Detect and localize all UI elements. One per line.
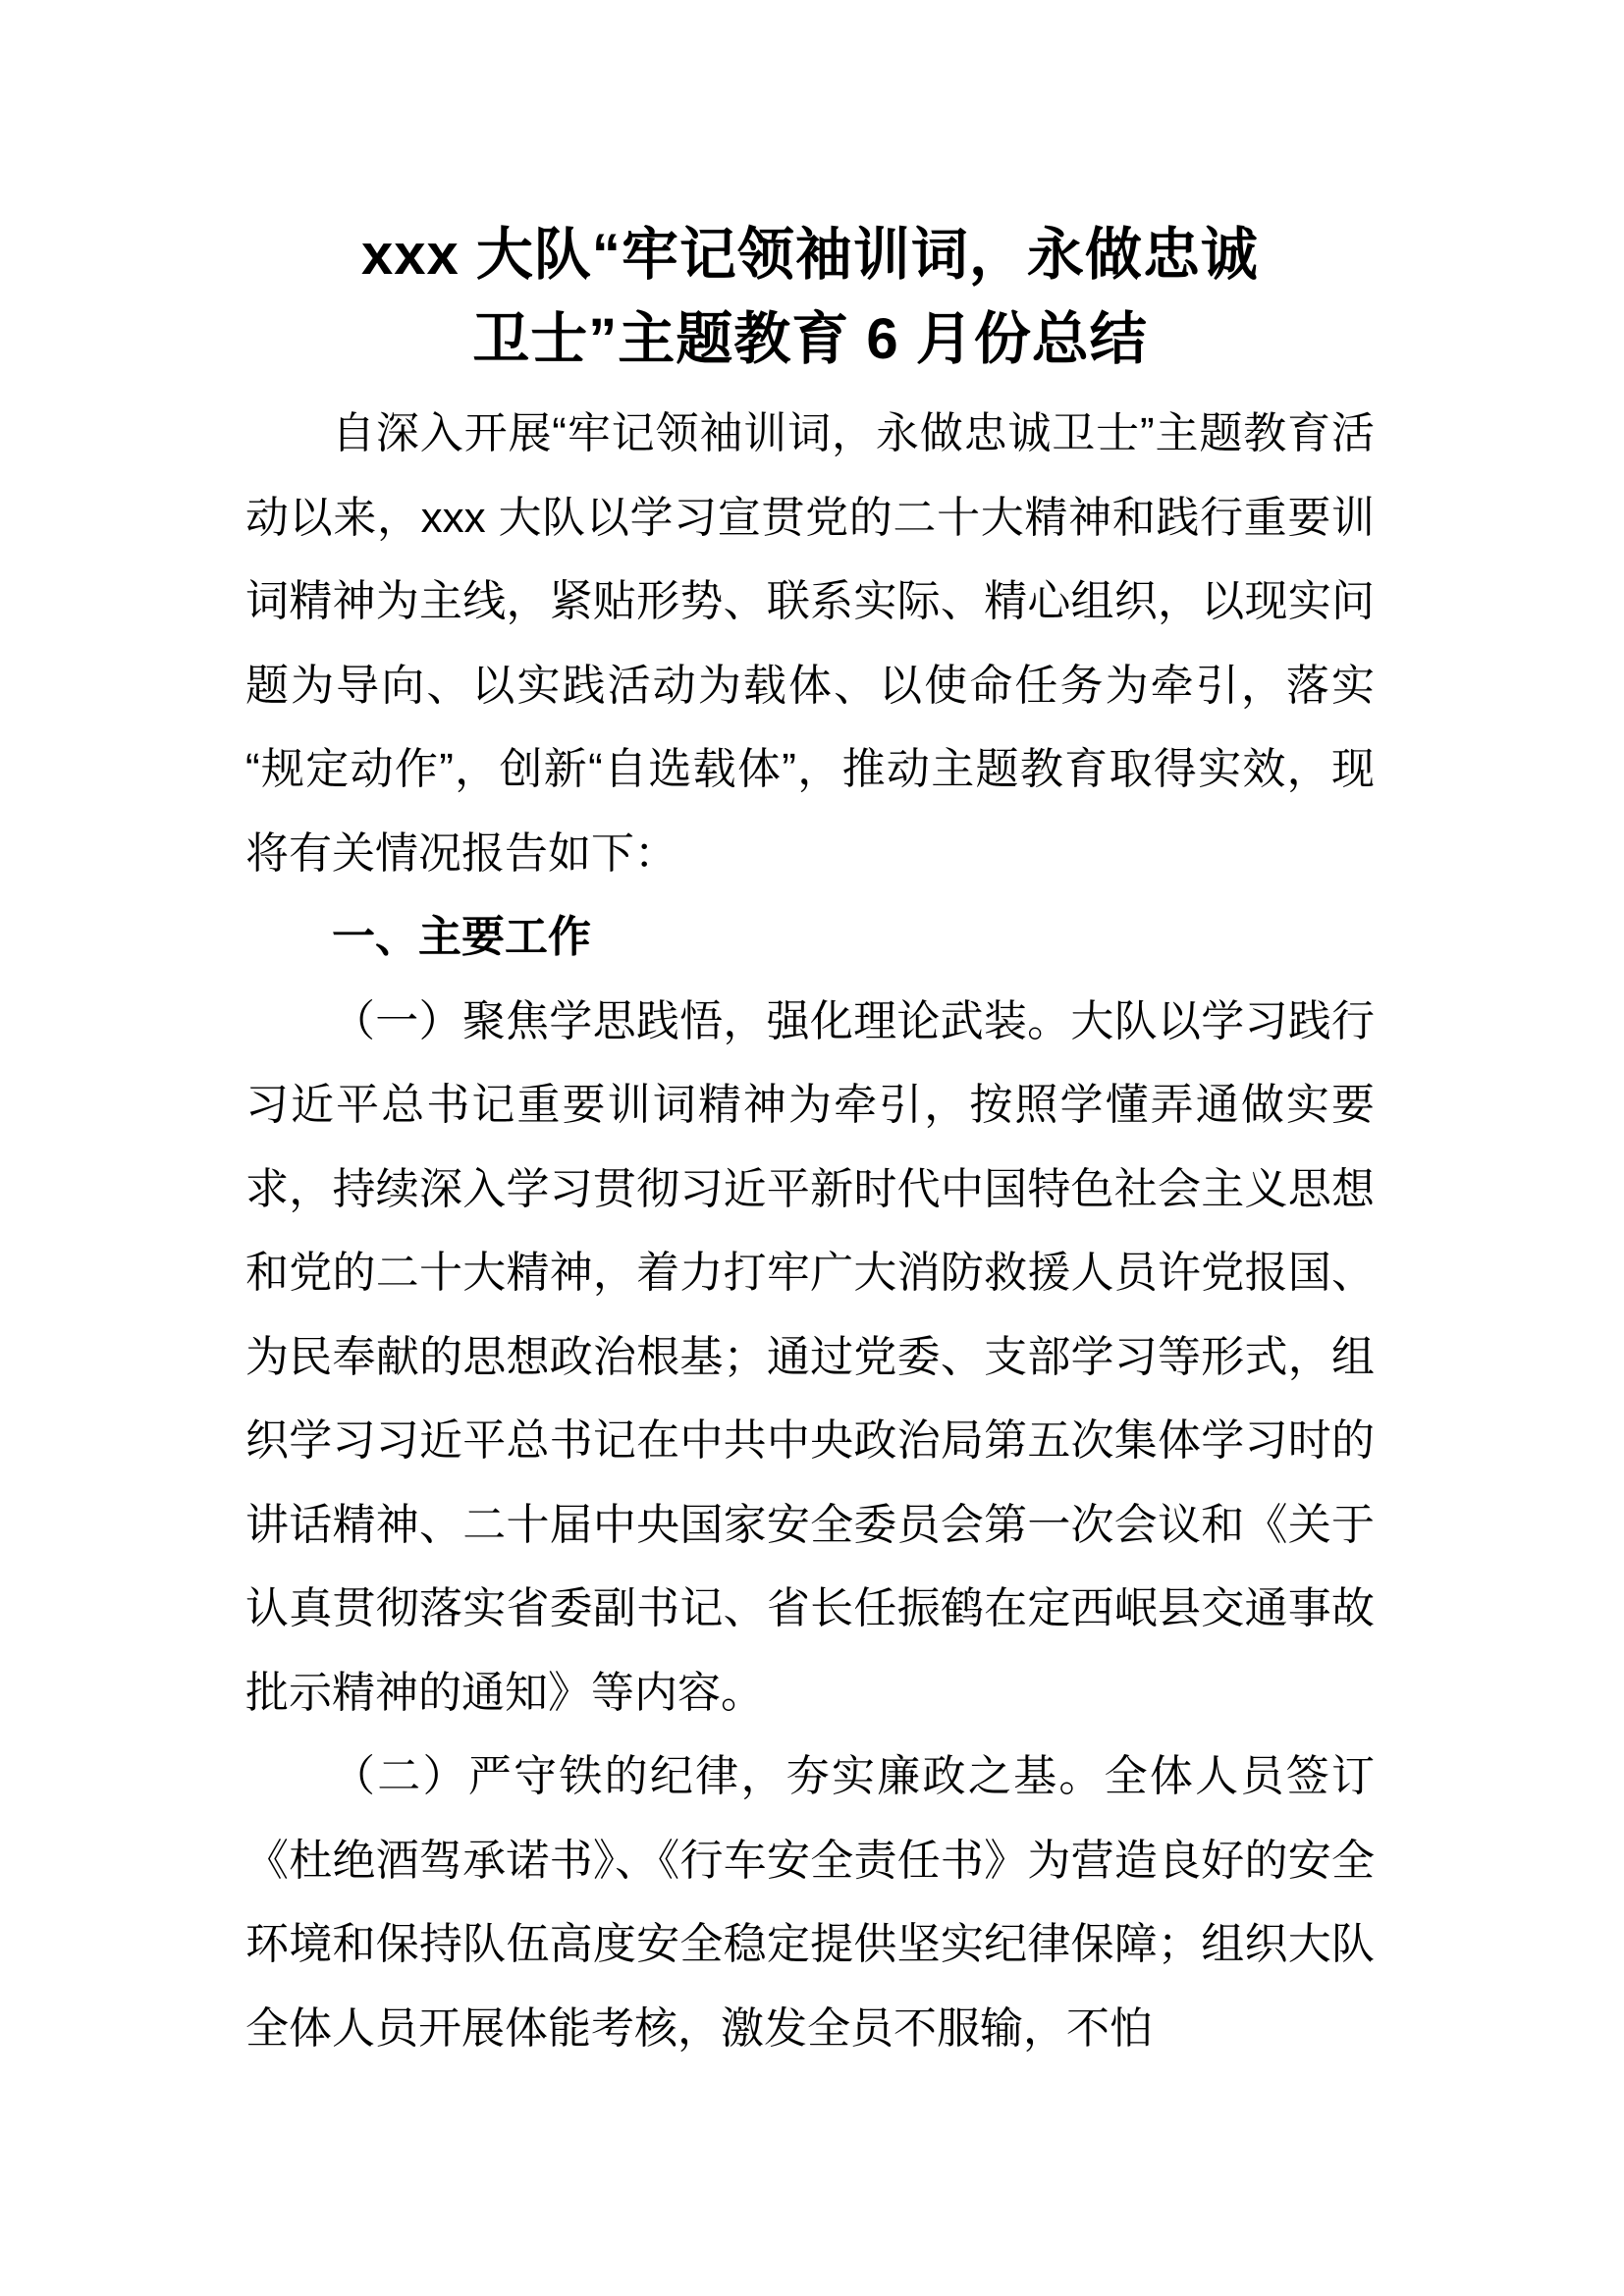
- section-heading-main-work: 一、主要工作: [332, 913, 591, 961]
- document-title-line-1: xxx 大队“牢记领袖训词，永做忠诚: [361, 223, 1259, 287]
- paragraph-section-1-theory-study: （一）聚焦学思践悟，强化理论武装。大队以学习践行习近平总书记重要训词精神为牵引，按照学懂弄通做实要求，持续深入学习贯彻习近平新时代中国特色社会主义思想和党的二十大精神，着力打牢广大消防救援人员许党报国、为民奉献的思想政治根基；通过党委、支部学习等形式，组织学习习近平总书记在中共中央政治局第五次集体学习时的讲话精神、二十届中央国家安全委员会第一次会议和《关于认真贯彻落实省委副书记、省长任振鹤在定西岷县交通事故批示精神的通知》等内容。: [245, 996, 1375, 1717]
- paragraph-section-2-discipline: （二）严守铁的纪律，夯实廉政之基。全体人员签订《杜绝酒驾承诺书》、《行车安全责任书》为营造良好的安全环境和保持队伍高度安全稳定提供坚实纪律保障；组织大队全体人员开展体能考核，激发全员不服输，不怕: [245, 1752, 1375, 2053]
- document-title: [245, 213, 1375, 382]
- document-title-line-2: 卫士”主题教育 6 月份总结: [472, 307, 1148, 371]
- paragraph-intro: 自深入开展“牢记领袖训词，永做忠诚卫士”主题教育活动以来，xxx 大队以学习宣贯党的二十大精神和践行重要训词精神为主线，紧贴形势、联系实际、精心组织，以现实问题为导向、以实践活动为载体、以使命任务为牵引，落实“规定动作”，创新“自选载体”，推动主题教育取得实效，现将有关情况报告如下：: [245, 409, 1375, 878]
